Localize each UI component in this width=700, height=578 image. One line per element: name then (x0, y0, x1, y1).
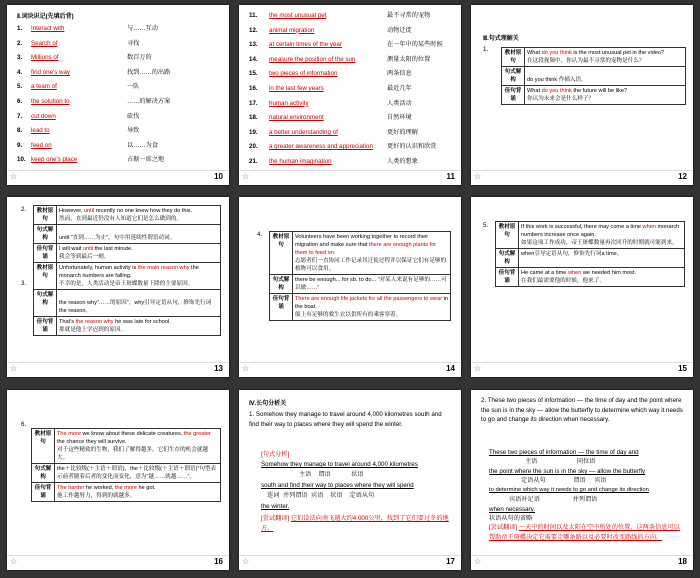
phrase-chinese: ……的解决方案 (127, 98, 171, 105)
item-number: 13. (249, 41, 258, 49)
phrase-chinese: 最不寻常的宠物 (387, 12, 431, 19)
table-row (502, 86, 686, 105)
phrase-chinese: 砍伐 (127, 112, 140, 120)
text-highlight: until (83, 208, 95, 214)
page-number: 10 (214, 172, 223, 181)
row-header: 佳句背诵 (270, 294, 293, 321)
star-icon: ☆ (10, 557, 18, 566)
translation-tag: [尝试翻译] (489, 524, 518, 531)
table-row (34, 225, 221, 244)
page-number: 15 (678, 364, 687, 373)
text-chinese: 船上有足够的救生衣以供所有的乘客穿着。 (295, 312, 402, 318)
text-plain: the last minute. (93, 246, 133, 252)
phrase-chinese: 两条信息 (387, 70, 412, 78)
text-chinese: do you think 作插入语。 (527, 77, 587, 83)
item-number: 4. (257, 231, 263, 238)
star-icon: ☆ (242, 364, 250, 373)
phrase-english: Interact with (31, 25, 65, 32)
phrase-chinese: 人类的想象 (387, 158, 418, 165)
item-number: 1. (483, 46, 489, 53)
long-sentence (249, 410, 453, 429)
row-header: 佳句背诵 (496, 268, 519, 287)
phrase-english: the human imagination (269, 158, 332, 165)
section-title: Ⅳ.长句分析关 (249, 401, 287, 407)
table-row (502, 48, 686, 67)
row-content (57, 317, 221, 336)
row-content (57, 263, 221, 290)
table-row (34, 317, 221, 336)
slide-footer (7, 555, 229, 570)
slide-11[interactable] (239, 5, 461, 185)
page-number: 14 (446, 364, 455, 373)
text-plain: However, (59, 208, 84, 214)
analysis-line: These two pieces of information — the time of day and (489, 449, 639, 456)
text-highlight: The more (57, 431, 81, 437)
slide-15[interactable] (471, 197, 693, 377)
slide-18[interactable] (471, 390, 693, 570)
text-plain: there be enough... for sb. to do... “对某人来说有足够的……可以做……” (295, 277, 447, 291)
star-icon: ☆ (10, 364, 18, 373)
text-plain: we know about these delicate creatures, (80, 431, 184, 437)
row-header: 佳句背诵 (34, 244, 57, 263)
star-icon: ☆ (242, 557, 250, 566)
phrase-english: cut down (31, 112, 56, 120)
row-header: 句式解构 (496, 249, 519, 268)
text-chinese: 那就是他上学迟到的原因。 (59, 327, 127, 333)
phrase-chinese: 寻找 (127, 39, 140, 47)
item-number: 1. (17, 25, 23, 32)
text-chinese: 我会等到最后一刻。 (59, 254, 110, 260)
text-plain: Unfortunately, human activity is (59, 265, 138, 271)
item-number: 14. (249, 55, 258, 63)
row-content (519, 222, 685, 249)
star-icon: ☆ (242, 172, 250, 181)
text-chinese: 你认为未来会是什么样子？ (527, 96, 595, 102)
item-number: 10. (17, 156, 26, 164)
star-icon: ☆ (10, 172, 18, 181)
sentence-table (501, 47, 686, 105)
sentence-text: Somehow they manage to travel around 4,000 kilometres south and find their way to places where they will spend the winter. (249, 411, 442, 428)
slide-footer (471, 362, 693, 377)
text-highlight: the reason why (75, 319, 114, 325)
sentence-table (31, 428, 221, 502)
text-plain: he was late for school. (113, 319, 171, 325)
text-plain: he got. (136, 485, 156, 491)
item-number: 4. (17, 68, 23, 76)
text-chinese: until “直到……为止”，句中用延续性谓语动词。 (59, 235, 176, 241)
table-row (34, 263, 221, 290)
item-number: 12. (249, 26, 258, 34)
item-number: 18. (249, 114, 258, 122)
row-content (57, 244, 221, 263)
row-header: 教材原句 (496, 222, 519, 249)
sentence-text: These two pieces of information — the time of day and the point where the sun is in the sky — allow the butterfly to determine which way it needs to go and change its direction when necessary. (481, 397, 683, 424)
page-number: 12 (678, 172, 687, 181)
phrase-chinese: 数百万的 (127, 54, 152, 62)
analysis-labels: 主语 同位语 (525, 458, 596, 465)
slide-16[interactable] (7, 390, 229, 570)
item-number: 16. (249, 85, 258, 92)
sentence-table (269, 231, 451, 321)
phrase-chinese: 占据一席之地 (127, 156, 165, 164)
row-content (57, 290, 221, 317)
long-sentence (481, 396, 687, 425)
item-number: 21. (249, 158, 258, 165)
translation-text: 它们设法向南飞越大约4 000公里，找到了它们要过冬的地方。 (261, 515, 449, 532)
item-number: 15. (249, 70, 258, 78)
row-header: 教材原句 (34, 263, 57, 290)
text-chinese: 如果这项工作成功，帝王斑蝶数量再次回升的时期就可能到来。 (521, 240, 678, 246)
text-plain: Volunteers have been working together to record their migration and make sure that (295, 234, 429, 248)
text-highlight: There are enough life jackets for all the passengers to wear (295, 296, 443, 302)
analysis-line: to determine which way it needs to go and change its direction (489, 487, 649, 493)
text-plain: That's (59, 319, 76, 325)
row-content (293, 294, 451, 321)
text-plain: recently no one knew how they do this. (94, 208, 193, 214)
page-number: 13 (214, 364, 223, 373)
phrase-chinese: 导致 (127, 127, 140, 135)
table-row (34, 244, 221, 263)
phrase-english: Millions of (31, 54, 59, 62)
text-highlight: The harder (57, 485, 85, 491)
row-header: 句式解构 (270, 275, 293, 294)
analysis-line: south and find their way to places where they will spend (261, 482, 414, 489)
row-header: 佳句背诵 (34, 317, 57, 336)
table-row (496, 268, 685, 287)
item-number: 3. (17, 54, 23, 62)
star-icon: ☆ (474, 557, 482, 566)
row-header: 句式解构 (34, 225, 57, 244)
text-plain: when引导定语从句，修饰先行词a time。 (521, 251, 623, 257)
analysis-labels: 定语从句 谓语 宾语 (521, 477, 607, 484)
phrase-chinese: 一队 (127, 83, 140, 91)
item-number: 17. (249, 99, 258, 107)
text-highlight: when (642, 224, 656, 230)
text-highlight: the main reason why (137, 265, 190, 271)
text-highlight: when (567, 270, 582, 276)
table-row (32, 464, 221, 483)
sentence-table (495, 221, 685, 287)
phrase-chinese: 测量太阳的位置 (387, 55, 431, 63)
text-plain: I will wait (59, 246, 83, 252)
table-row (502, 67, 686, 86)
analysis-line: when necessary. (489, 506, 535, 513)
item-number: 8. (17, 127, 23, 135)
slide-footer (7, 362, 229, 377)
text-plain: he worked, (84, 485, 115, 491)
slide-14[interactable] (239, 197, 461, 377)
phrase-english: the most unusual pet (269, 12, 327, 19)
row-content (519, 249, 685, 268)
slide-footer (239, 362, 461, 377)
item-number: 2. (481, 397, 487, 404)
table-row (34, 206, 221, 225)
page-number: 18 (678, 557, 687, 566)
sentence-table (33, 205, 221, 336)
phrase-chinese: 以……为食 (127, 141, 158, 149)
phrase-english: natural environment (269, 114, 324, 122)
star-icon: ☆ (474, 364, 482, 373)
text-highlight: do you think (541, 88, 572, 94)
item-number: 1. (249, 411, 255, 418)
text-highlight: the more (114, 485, 137, 491)
text-plain: we needed him most. (581, 270, 637, 276)
page-number: 11 (446, 172, 455, 181)
slide-footer (239, 555, 461, 570)
text-chinese: 然而，直到最近仍没有人知道它们是怎么做到的。 (59, 216, 183, 222)
item-number: 5. (17, 83, 23, 91)
row-content (525, 86, 686, 105)
item-number: 6. (21, 421, 27, 428)
phrase-english: a greater awareness and appreciation (269, 143, 373, 151)
phrase-english: Search of (31, 39, 58, 47)
text-plain: monarch numbers increase once again. (521, 224, 680, 238)
analysis-labels: 主语 谓语 状语 (299, 471, 364, 478)
table-row (270, 275, 451, 294)
row-header: 教材原句 (34, 206, 57, 225)
row-content (55, 464, 221, 483)
text-chinese: 志愿者们一直协同工作记录其迁徙过程并以保证它们有足够的植物可以食用。 (295, 258, 447, 272)
item-number: 2. (21, 206, 27, 213)
analysis-line: Somehow they manage to travel around 4,000 kilometres (261, 461, 418, 468)
table-row (270, 294, 451, 321)
text-plain: the monarch numbers are falling. (59, 265, 199, 279)
slide-12[interactable] (471, 5, 693, 185)
phrase-chinese: 与……互动 (127, 25, 158, 32)
phrase-english: animal migration (269, 26, 315, 34)
table-row (270, 232, 451, 275)
text-plain: the＋比较级(＋主语＋谓语)，the＋比较级(＋主语＋谓语)”句型表示前者随着后者的变化而变化，意为“越……就越……”。 (57, 466, 217, 480)
phrase-english: a team of (31, 83, 57, 91)
table-row (34, 290, 221, 317)
table-row (32, 483, 221, 502)
analysis-line: the point where the sun is in the sky — allow the butterfly (489, 468, 646, 475)
row-content (57, 225, 221, 244)
slide-footer (239, 170, 461, 185)
row-header: 教材原句 (32, 429, 55, 464)
row-header: 句式解构 (502, 67, 525, 86)
translation-tag: [尝试翻译] (261, 515, 290, 522)
text-highlight: until (82, 246, 94, 252)
page-number: 17 (446, 557, 455, 566)
table-row (32, 429, 221, 464)
item-number: 20. (249, 143, 258, 151)
row-content (525, 48, 686, 67)
text-highlight: there are enough plants for them to feed on. (295, 242, 437, 256)
phrase-english: feed on (31, 141, 52, 149)
item-number: 19. (249, 128, 258, 136)
section-title: Ⅲ.句式理解关 (483, 36, 519, 42)
text-plain: is the most unusual pet in the video? (571, 50, 665, 56)
text-plain: in the boat. (295, 296, 448, 310)
phrase-english: find one's way (31, 68, 71, 76)
slide-footer (471, 555, 693, 570)
text-plain: He came at a time (521, 270, 568, 276)
translation-block (261, 514, 453, 533)
translation-block (489, 523, 685, 542)
item-number: 6. (17, 98, 23, 105)
row-header: 句式解构 (34, 290, 57, 317)
slide-17[interactable] (239, 390, 461, 570)
item-number: 2. (17, 39, 23, 47)
phrase-chinese: 最近几年 (387, 85, 412, 92)
text-plain: the chance they will survive. (57, 439, 127, 445)
analysis-labels: 连词 并列谓语 宾语 状语 定语从句 (267, 492, 375, 499)
row-header: 句式解构 (32, 464, 55, 483)
text-plain: If this work is successful, there may come a time (521, 224, 643, 230)
table-row (496, 222, 685, 249)
row-content (293, 275, 451, 294)
phrase-chinese: 更好的认识和欣赏 (387, 143, 437, 151)
item-number: 11. (249, 12, 258, 19)
row-header: 教材原句 (270, 232, 293, 275)
row-content (525, 67, 686, 86)
text-highlight: the greater (183, 431, 211, 437)
row-content (293, 232, 451, 275)
phrase-chinese: 更好的理解 (387, 128, 418, 136)
phrase-chinese: 自然环境 (387, 114, 412, 122)
phrase-english: two pieces of information (269, 70, 338, 78)
phrase-english: the solution to (31, 98, 70, 105)
analysis-line: the winter. (261, 503, 290, 510)
text-chinese: 在我们最需要他的时候，他来了。 (521, 278, 605, 284)
phrase-english: in the last few years (269, 85, 324, 92)
row-header: 佳句背诵 (502, 86, 525, 105)
phrase-chinese: 找到……的出路 (127, 68, 171, 76)
phrase-chinese: 在一年中的某些时候 (387, 41, 443, 49)
text-plain: the future will be like? (571, 88, 628, 94)
star-icon: ☆ (474, 172, 482, 181)
text-chinese: 不幸的是，人类活动是帝王斑蝶数量下降的主要原因。 (59, 281, 194, 287)
row-content (55, 429, 221, 464)
text-chinese: 他工作越努力，得到的就越多。 (57, 493, 136, 499)
text-chinese: 在这段视频中，你认为最不寻常的宠物是什么？ (527, 58, 645, 64)
analysis-tag: [句式分析] (261, 451, 290, 458)
phrase-chinese: 人类活动 (387, 99, 412, 107)
item-number: 5. (483, 222, 489, 229)
row-header: 教材原句 (502, 48, 525, 67)
text-highlight: do you think (541, 50, 572, 56)
phrase-chinese: 动物迁徙 (387, 26, 412, 34)
item-number: 9. (17, 141, 23, 149)
section-title: Ⅱ.词块识记(先填后背) (17, 14, 74, 20)
text-chinese: 对于这些精致的生物，我们了解得越多，它们生存的机会就越大。 (57, 447, 209, 461)
row-content (57, 206, 221, 225)
table-row (496, 249, 685, 268)
slide-footer (7, 170, 229, 185)
item-number: 3. (21, 280, 27, 287)
translation-text: 一天中的时间以及太阳在空中所处的位置，这两条信息可以帮助帝王斑蝶决定它需要走哪条路以及必要时改变路线的方向。 (489, 524, 680, 541)
phrase-english: at certain times of the year (269, 41, 342, 49)
row-content (55, 483, 221, 502)
row-content (519, 268, 685, 287)
text-plain: What (527, 50, 542, 56)
item-number: 7. (17, 112, 23, 120)
phrase-english: lead to (31, 127, 50, 135)
slide-footer (471, 170, 693, 185)
phrase-english: keep one's place (31, 156, 78, 164)
phrase-english: measure the position of the sun (269, 55, 356, 63)
row-header: 佳句背诵 (32, 483, 55, 502)
analysis-labels: 状语从句的省略 (489, 515, 533, 522)
phrase-english: human activity (269, 99, 309, 107)
page-number: 16 (214, 557, 223, 566)
slide-13[interactable] (7, 197, 229, 377)
text-plain: What (527, 88, 542, 94)
slide-10[interactable] (7, 5, 229, 185)
text-chinese: the reason why“……的原因”，why引导定语从句，修饰先行词the reason。 (59, 300, 212, 314)
analysis-labels: 宾语补足语 并列谓语 (509, 496, 598, 503)
phrase-english: a better understanding of (269, 128, 338, 136)
